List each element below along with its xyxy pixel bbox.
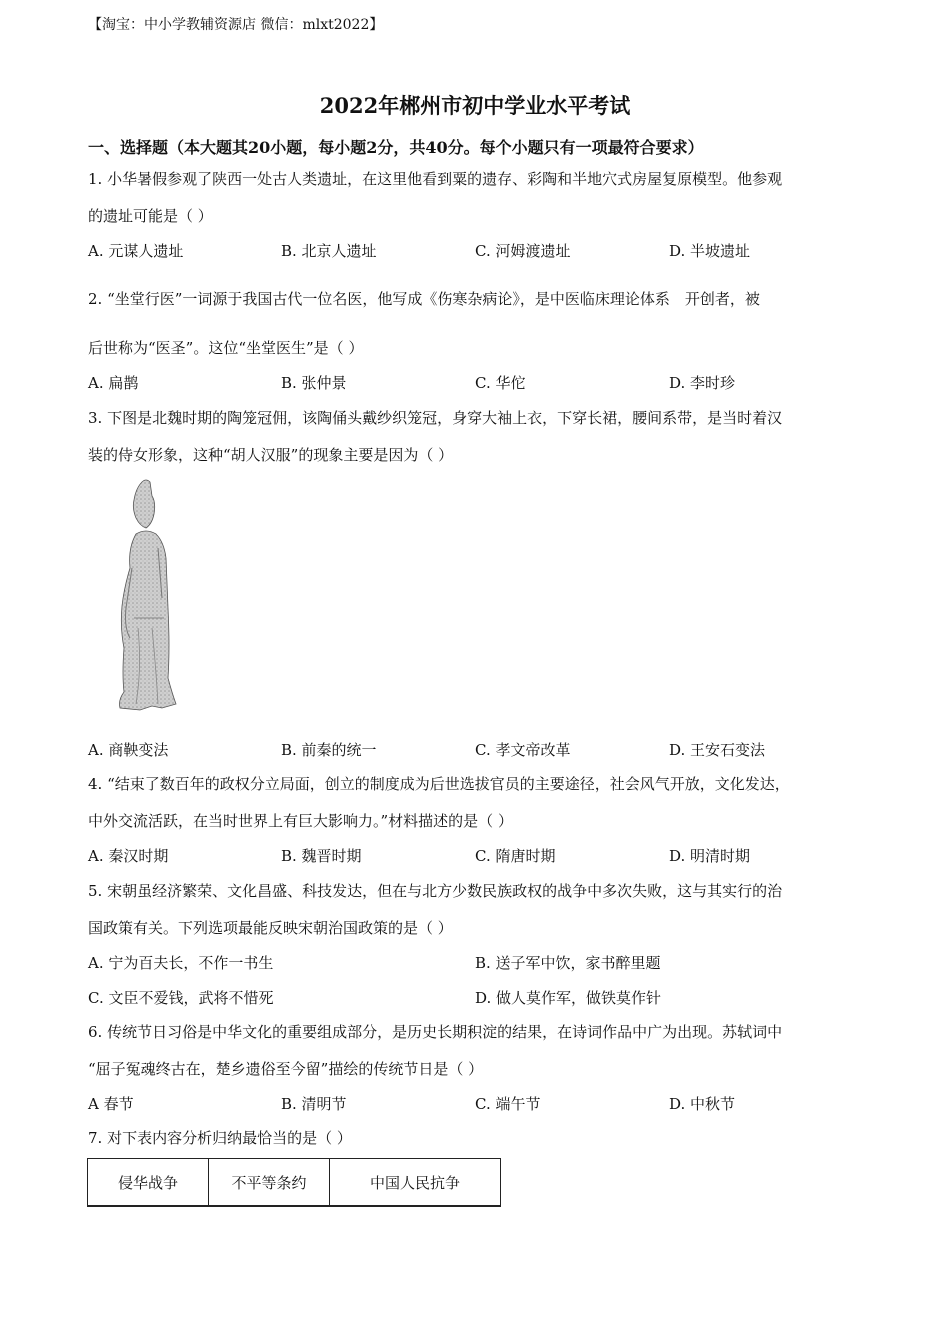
question-3-option-a: A. 商鞅变法 (88, 741, 169, 759)
question-4-option-c: C. 隋唐时期 (475, 847, 556, 865)
question-5-stem-line1: 5. 宋朝虽经济繁荣、文化昌盛、科技发达，但在与北方少数民族政权的战争中多次失败，这与其实行的治 (88, 882, 783, 900)
question-4-option-a: A. 秦汉时期 (88, 847, 169, 865)
table-cell: 中国人民抗争 (330, 1159, 501, 1207)
question-6-option-a: A 春节 (88, 1095, 134, 1113)
question-1-stem-line2: 的遗址可能是（ ） (88, 207, 213, 225)
question-6-option-d: D. 中秋节 (669, 1095, 736, 1113)
question-4-option-d: D. 明清时期 (669, 847, 751, 865)
question-6-stem-line1: 6. 传统节日习俗是中华文化的重要组成部分，是历史长期积淀的结果，在诗词作品中广为出现。苏轼词中 (88, 1023, 783, 1041)
question-5-option-d: D. 做人莫作军，做铁莫作针 (475, 989, 662, 1007)
question-6-option-b: B. 清明节 (281, 1095, 347, 1113)
question-5-stem-line2: 国政策有关。下列选项最能反映宋朝治国政策的是（ ） (88, 919, 453, 937)
question-3-option-d: D. 王安石变法 (669, 741, 766, 759)
section-heading: 一、选择题（本大题其20小题，每小题2分，共40分。每个小题只有一项最符合要求） (88, 138, 704, 157)
question-4-stem-line2: 中外交流活跃，在当时世界上有巨大影响力。”材料描述的是（ ） (88, 812, 513, 830)
question-5-option-c: C. 文臣不爱钱，武将不惜死 (88, 989, 274, 1007)
question-3-option-b: B. 前秦的统一 (281, 741, 377, 759)
question-1-option-c: C. 河姆渡遗址 (475, 242, 571, 260)
question-2-stem-line2: 后世称为“医圣”。这位“坐堂医生”是（ ） (88, 339, 364, 357)
question-1-stem-line1: 1. 小华暑假参观了陕西一处古人类遗址，在这里他看到粟的遗存、彩陶和半地穴式房屋复原模型。他参观 (88, 170, 783, 188)
table-row (88, 1159, 501, 1207)
question-7-stem: 7. 对下表内容分析归纳最恰当的是（ ） (88, 1129, 352, 1147)
question-2-option-d: D. 李时珍 (669, 374, 736, 392)
question-3-stem-line2: 装的侍女形象，这种“胡人汉服”的现象主要是因为（ ） (88, 446, 454, 464)
question-4-option-b: B. 魏晋时期 (281, 847, 362, 865)
page-header: 【淘宝：中小学教辅资源店 微信：mlxt2022】 (88, 17, 384, 33)
table-cell: 侵华战争 (88, 1159, 209, 1207)
question-2-option-b: B. 张仲景 (281, 374, 347, 392)
question-3-option-c: C. 孝文帝改革 (475, 741, 571, 759)
table-cell: 不平等条约 (209, 1159, 330, 1207)
question-1-option-b: B. 北京人遗址 (281, 242, 377, 260)
question-1-option-a: A. 元谋人遗址 (88, 242, 184, 260)
question-2-option-c: C. 华佗 (475, 374, 526, 392)
question-7-table (87, 1158, 501, 1207)
question-1-option-d: D. 半坡遗址 (669, 242, 751, 260)
question-2-option-a: A. 扁鹊 (88, 374, 139, 392)
question-6-option-c: C. 端午节 (475, 1095, 541, 1113)
question-2-stem-line1: 2. “坐堂行医”一词源于我国古代一位名医，他写成《伤寒杂病论》，是中医临床理论体系 开创者，被 (88, 290, 760, 308)
question-6-stem-line2: “屈子冤魂终古在，楚乡遗俗至今留”描绘的传统节日是（ ） (88, 1060, 484, 1078)
question-5-option-a: A. 宁为百夫长，不作一书生 (88, 954, 274, 972)
question-5-option-b: B. 送子军中饮，家书醉里题 (475, 954, 661, 972)
question-3-stem-line1: 3. 下图是北魏时期的陶笼冠佣，该陶俑头戴纱织笼冠，身穿大袖上衣，下穿长裙，腰间系带，是当时着汉 (88, 409, 783, 427)
pottery-figurine-image (112, 478, 182, 714)
exam-title: 2022年郴州市初中学业水平考试 (319, 93, 631, 118)
question-4-stem-line1: 4. “结束了数百年的政权分立局面，创立的制度成为后世选拔官员的主要途径，社会风气开放，文化发达， (88, 775, 790, 793)
